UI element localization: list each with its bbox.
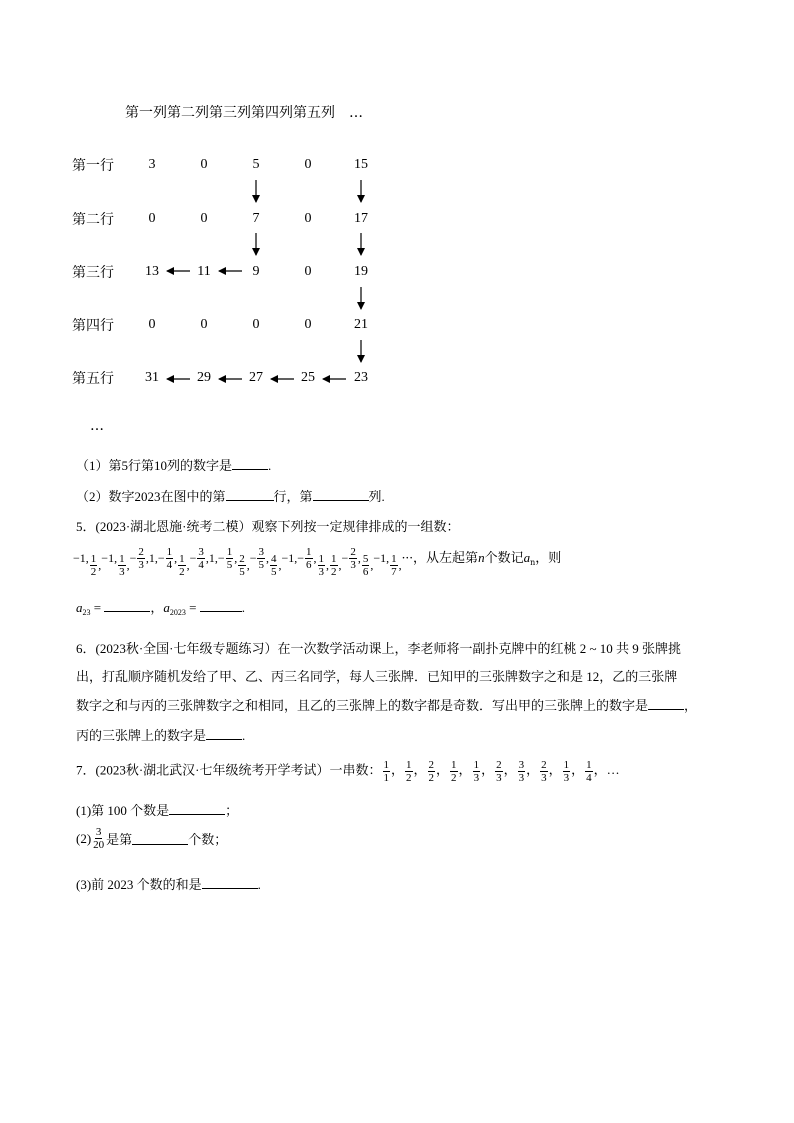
grid-cell: 25 <box>301 370 315 385</box>
answer-blank[interactable] <box>169 803 225 815</box>
grid-cell: 31 <box>145 370 159 385</box>
sequence-term: $\frac{1}{3}$ , <box>318 553 330 578</box>
sequence-term: $\frac{1}{2}$ , <box>179 553 190 578</box>
grid-cell: 3 <box>148 157 156 172</box>
col-header-ellipsis: … <box>349 105 363 121</box>
row-label-5: 第五行 <box>72 371 114 387</box>
sequence-fraction: $\frac{1}{3}$ <box>473 759 480 784</box>
col-header-1: 第一列 <box>125 105 167 121</box>
grid-cell: 0 <box>304 211 312 226</box>
fraction: $\frac{3}{5}$ <box>258 546 264 571</box>
q7-part3-text: (3)前 2023 个数的和是 <box>76 877 202 892</box>
q7-part1 <box>76 800 238 819</box>
q5-seq-tail3: ，则 <box>535 550 562 565</box>
fraction: $\frac{2}{3}$ <box>138 546 144 571</box>
q5-a-sub: n <box>530 558 536 567</box>
answer-blank[interactable] <box>200 600 242 612</box>
answer-blank[interactable] <box>202 877 258 889</box>
sequence-term: − $\frac{2}{3}$ , <box>341 546 361 571</box>
sequence-term: − $\frac{1}{5}$ , <box>217 546 238 571</box>
sequence-fraction: $\frac{1}{3}$ <box>563 759 570 784</box>
row-label-3: 第三行 <box>72 265 114 281</box>
sequence-term: 1 , <box>148 551 158 565</box>
q6-line1: 6．(2023秋·全国·七年级专题练习）在一次数学活动课上，李老师将一副扑克牌中的红桃 2 ~ 10 共 9 张牌挑 <box>76 641 682 656</box>
q5-eq1: = <box>90 600 105 615</box>
fraction: $\frac{2}{5}$ <box>239 553 245 578</box>
sequence-term: $\frac{2}{5}$ , <box>239 553 250 578</box>
grid-cell: 0 <box>200 157 208 172</box>
grid-cell: 0 <box>148 211 156 226</box>
grid-cell: 11 <box>197 264 211 279</box>
sequence-term: − 1 , <box>373 551 390 565</box>
sequence-term: $\frac{1}{2}$ , <box>90 553 102 578</box>
sequence-fraction: $\frac{2}{3}$ <box>496 759 502 784</box>
q5-answers <box>76 597 245 617</box>
q5-seq-tail2: 个数记 <box>484 550 524 565</box>
grid-cell: 5 <box>252 157 260 172</box>
grid-cell: 7 <box>252 211 260 226</box>
q5-a23: a <box>76 600 83 615</box>
sequence-term: − $\frac{2}{3}$ , <box>129 546 149 571</box>
q7-title: 7．(2023秋·湖北武汉·七年级统考开学考试）一串数： <box>76 762 382 778</box>
q6-line3 <box>76 695 697 714</box>
q7-part1-end: ； <box>225 803 239 818</box>
q5-a: a <box>523 550 531 565</box>
sequence-term: $\frac{1}{2}$ , <box>331 553 342 578</box>
grid-cell: 29 <box>197 370 211 385</box>
grid-cell: 9 <box>252 264 260 279</box>
row-label-2: 第二行 <box>72 212 114 228</box>
answer-blank[interactable] <box>206 728 242 740</box>
q5-sep: ， <box>150 600 164 615</box>
ellipsis: ··· <box>401 551 414 565</box>
q5-seq-tail: ，从左起第 <box>413 550 479 565</box>
fraction: $\frac{2}{3}$ <box>350 546 356 571</box>
q4-part2 <box>76 486 385 505</box>
grid-ellipsis: … <box>90 418 104 434</box>
answer-blank[interactable] <box>313 489 369 501</box>
sequence-term: − $\frac{3}{5}$ , <box>249 546 269 571</box>
q6-line4 <box>76 725 245 744</box>
grid-cell: 0 <box>148 317 156 332</box>
fraction: $\frac{1}{2}$ <box>179 553 185 578</box>
sequence-term: − $\frac{1}{4}$ , <box>157 546 178 571</box>
col-header-5: 第五列 <box>293 105 335 121</box>
q4-part1-text: （1）第5行第10列的数字是 <box>76 458 233 473</box>
sequence-term: $\frac{1}{7}$ , <box>391 553 402 578</box>
q6-line2: 出，打乱顺序随机发给了甲、乙、丙三名同学，每人三张牌．已知甲的三张牌数字之和是 12，乙的三张牌 <box>76 669 678 684</box>
grid-arrows <box>0 0 794 420</box>
q5-a23-sub: 23 <box>82 608 91 617</box>
answer-blank[interactable] <box>648 698 684 710</box>
fraction: $\frac{1}{3}$ <box>119 553 125 578</box>
grid-cell: 21 <box>354 317 368 332</box>
q7-part3 <box>76 874 261 893</box>
q7-fraction-num: 3 <box>95 826 102 838</box>
q5-a2023: a <box>163 600 170 615</box>
q6-line3-end: ， <box>684 698 698 713</box>
fraction: $\frac{5}{6}$ <box>362 553 369 578</box>
grid-cell: 23 <box>354 370 368 385</box>
grid-cell: 13 <box>145 264 159 279</box>
sequence-fraction: $\frac{1}{2}$ <box>451 759 457 784</box>
q5-title: 5．(2023·湖北恩施·统考二模）观察下列按一定规律排成的一组数： <box>76 519 460 534</box>
grid-cell: 0 <box>200 317 208 332</box>
col-header-3: 第三列 <box>209 105 251 121</box>
q5-eq2: = <box>185 600 200 615</box>
q7-fraction-den: 20 <box>93 839 105 851</box>
grid-cell: 17 <box>354 211 368 226</box>
fraction: $\frac{1}{5}$ <box>226 546 233 571</box>
fraction: $\frac{1}{3}$ <box>318 553 325 578</box>
sequence-term: − $\frac{3}{4}$ , <box>189 546 209 571</box>
grid-cell: 0 <box>304 264 312 279</box>
sequence-term: 1 , <box>208 551 218 565</box>
answer-blank[interactable] <box>104 600 150 612</box>
sequence-term: − $\frac{1}{6}$ , <box>297 546 317 571</box>
col-header-4: 第四列 <box>251 105 293 121</box>
sequence-term: − 1 , <box>101 551 118 565</box>
q5-sequence <box>73 546 561 578</box>
q4-part2-text-c: 列. <box>368 489 385 504</box>
q4-part2-text-a: （2）数字2023在图中的第 <box>76 489 226 504</box>
grid-cell: 19 <box>354 264 368 279</box>
fraction: $\frac{4}{5}$ <box>270 553 277 578</box>
q5-n: n <box>478 550 485 565</box>
q7-part1-text: (1)第 100 个数是 <box>76 803 170 818</box>
q7-part2 <box>76 826 227 851</box>
grid-cell: 15 <box>354 157 368 172</box>
q7-title-line <box>76 759 620 784</box>
sequence-term: − 1 , <box>281 551 298 565</box>
q4-part2-text-b: 行，第 <box>273 489 313 504</box>
q5-sequence-terms <box>73 546 414 578</box>
q6-line4-text: 丙的三张牌上的数字是 <box>76 728 207 743</box>
fraction: $\frac{3}{4}$ <box>198 546 204 571</box>
grid-cell: 0 <box>252 317 260 332</box>
q7-fraction <box>92 826 105 851</box>
fraction: $\frac{1}{2}$ <box>331 553 337 578</box>
q7-sequence-terms: $\frac{1}{1}$ ， $\frac{1}{2}$ ， $\frac{2}{2}$ ， $\frac{1}{2}$ ， $\frac{1}{3}$ ， $\frac{2}{3}$ ， $\frac{3}{3}$ ， $\frac{2}{3}$ ， $\frac{1}{3}$ ， $\frac{1}{4}$ ，… <box>383 759 620 784</box>
sequence-fraction: $\frac{2}{2}$ <box>428 759 435 784</box>
grid-cell: 0 <box>304 317 312 332</box>
sequence-fraction: $\frac{1}{2}$ <box>406 759 412 784</box>
q6-line3-text: 数字之和与丙的三张牌数字之和相同，且乙的三张牌上的数字都是奇数．写出甲的三张牌上的数字是 <box>76 698 649 713</box>
row-label-1: 第一行 <box>72 158 114 174</box>
q7-part3-end: . <box>257 877 261 892</box>
sequence-term: $\frac{5}{6}$ , <box>362 553 374 578</box>
fraction: $\frac{1}{7}$ <box>391 553 397 578</box>
sequence-term: $\frac{4}{5}$ , <box>270 553 282 578</box>
q7-part2-a: (2) <box>76 830 92 846</box>
q5-end: . <box>241 600 245 615</box>
ellipsis: … <box>606 762 620 778</box>
grid-cell: 0 <box>200 211 208 226</box>
row-label-4: 第四行 <box>72 318 114 334</box>
q5-a2023-sub: 2023 <box>169 608 186 617</box>
sequence-term: − 1 , <box>73 551 89 565</box>
q7-part2-b: 是第 <box>106 832 133 847</box>
sequence-fraction: $\frac{2}{3}$ <box>541 759 547 784</box>
q4-part1 <box>76 455 271 474</box>
fraction: $\frac{1}{2}$ <box>90 553 97 578</box>
answer-blank[interactable] <box>232 458 268 470</box>
grid-cell: 27 <box>249 370 263 385</box>
q7-part2-c: 个数； <box>188 832 228 847</box>
sequence-term: $\frac{1}{3}$ , <box>119 553 130 578</box>
q4-part1-end: . <box>268 458 272 473</box>
q6-line4-end: . <box>242 728 246 743</box>
col-header-2: 第二列 <box>167 105 209 121</box>
sequence-fraction: $\frac{1}{4}$ <box>586 759 592 784</box>
answer-blank[interactable] <box>132 833 188 845</box>
fraction: $\frac{1}{6}$ <box>306 546 312 571</box>
grid-cell: 0 <box>304 157 312 172</box>
answer-blank[interactable] <box>226 489 274 501</box>
sequence-fraction: $\frac{1}{1}$ <box>383 759 389 784</box>
fraction: $\frac{1}{4}$ <box>166 546 173 571</box>
sequence-fraction: $\frac{3}{3}$ <box>518 759 525 784</box>
